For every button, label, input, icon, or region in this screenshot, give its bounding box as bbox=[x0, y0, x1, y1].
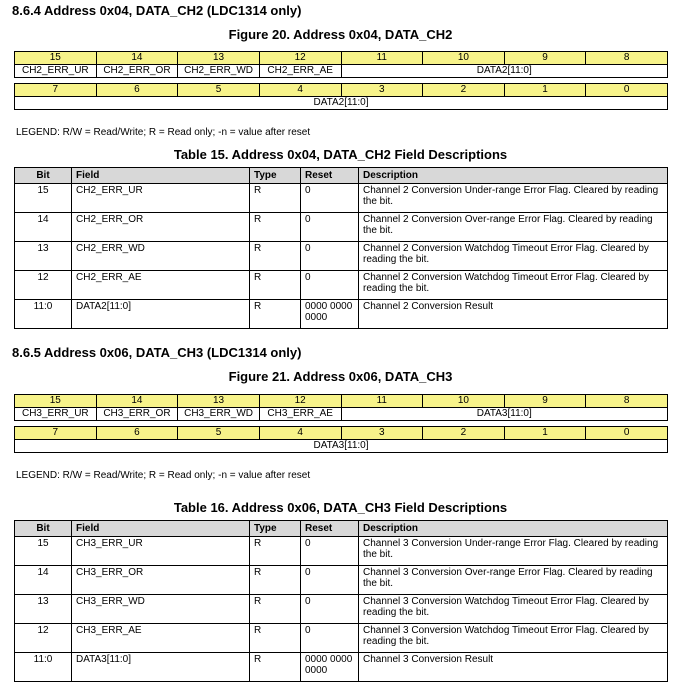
bit-number: 12 bbox=[259, 52, 341, 65]
legend: LEGEND: R/W = Read/Write; R = Read only; -n = value after reset bbox=[16, 127, 311, 138]
bit-number: 14 bbox=[96, 52, 178, 65]
column-header: Description bbox=[359, 521, 668, 537]
bit-cell: 13 bbox=[15, 242, 72, 271]
field-cell: CH3_ERR_WD bbox=[72, 595, 250, 624]
type-cell: R bbox=[250, 184, 301, 213]
bit-number: 7 bbox=[15, 427, 97, 440]
field-cell: CH2_ERR_WD bbox=[72, 242, 250, 271]
register-field: CH2_ERR_UR bbox=[15, 65, 97, 78]
table-row bbox=[15, 242, 668, 271]
reset-cell: 0 bbox=[301, 271, 359, 300]
bit-number: 9 bbox=[504, 395, 586, 408]
column-header: Reset bbox=[301, 168, 359, 184]
bit-number: 14 bbox=[96, 395, 178, 408]
bit-number: 3 bbox=[341, 84, 423, 97]
bit-number: 1 bbox=[504, 427, 586, 440]
register-field: CH3_ERR_OR bbox=[96, 408, 178, 421]
bit-cell: 14 bbox=[15, 213, 72, 242]
type-cell: R bbox=[250, 537, 301, 566]
description-cell: Channel 3 Conversion Under-range Error Flag. Cleared by reading the bit. bbox=[359, 537, 668, 566]
description-cell: Channel 2 Conversion Watchdog Timeout Error Flag. Cleared by reading the bit. bbox=[359, 242, 668, 271]
figure-title: Figure 20. Address 0x04, DATA_CH2 bbox=[228, 27, 453, 42]
bit-number: 13 bbox=[178, 395, 260, 408]
reset-cell: 0000 0000 0000 bbox=[301, 653, 359, 682]
column-header: Bit bbox=[15, 168, 72, 184]
bit-number: 15 bbox=[15, 52, 97, 65]
field-table bbox=[14, 520, 668, 682]
bit-number: 13 bbox=[178, 52, 260, 65]
reset-cell: 0 bbox=[301, 213, 359, 242]
register-field: CH3_ERR_UR bbox=[15, 408, 97, 421]
register-field: DATA2[11:0] bbox=[15, 97, 668, 110]
type-cell: R bbox=[250, 624, 301, 653]
type-cell: R bbox=[250, 566, 301, 595]
field-table bbox=[14, 167, 668, 329]
bit-number: 4 bbox=[259, 84, 341, 97]
bit-cell: 13 bbox=[15, 595, 72, 624]
section-heading: 8.6.5 Address 0x06, DATA_CH3 (LDC1314 only) bbox=[12, 345, 302, 360]
type-cell: R bbox=[250, 595, 301, 624]
register-map bbox=[14, 51, 668, 110]
column-header: Type bbox=[250, 168, 301, 184]
type-cell: R bbox=[250, 300, 301, 329]
bit-number: 12 bbox=[259, 395, 341, 408]
table-row bbox=[15, 595, 668, 624]
register-field: DATA2[11:0] bbox=[341, 65, 668, 78]
bit-cell: 12 bbox=[15, 271, 72, 300]
bit-number: 1 bbox=[504, 84, 586, 97]
description-cell: Channel 2 Conversion Watchdog Timeout Error Flag. Cleared by reading the bit. bbox=[359, 271, 668, 300]
column-header: Type bbox=[250, 521, 301, 537]
legend: LEGEND: R/W = Read/Write; R = Read only; -n = value after reset bbox=[16, 470, 311, 481]
bit-cell: 14 bbox=[15, 566, 72, 595]
reset-cell: 0 bbox=[301, 624, 359, 653]
description-cell: Channel 2 Conversion Over-range Error Flag. Cleared by reading the bit. bbox=[359, 213, 668, 242]
type-cell: R bbox=[250, 271, 301, 300]
register-map bbox=[14, 394, 668, 453]
description-cell: Channel 3 Conversion Result bbox=[359, 653, 668, 682]
bit-number: 11 bbox=[341, 395, 423, 408]
table-row bbox=[15, 271, 668, 300]
reset-cell: 0 bbox=[301, 566, 359, 595]
bit-cell: 15 bbox=[15, 537, 72, 566]
table-row bbox=[15, 566, 668, 595]
bit-number: 15 bbox=[15, 395, 97, 408]
table-row bbox=[15, 300, 668, 329]
bit-number: 7 bbox=[15, 84, 97, 97]
bit-number: 4 bbox=[259, 427, 341, 440]
register-field: CH3_ERR_AE bbox=[259, 408, 341, 421]
bit-number: 6 bbox=[96, 427, 178, 440]
field-cell: CH2_ERR_OR bbox=[72, 213, 250, 242]
field-cell: CH2_ERR_AE bbox=[72, 271, 250, 300]
bit-number: 5 bbox=[178, 84, 260, 97]
bit-number: 3 bbox=[341, 427, 423, 440]
type-cell: R bbox=[250, 653, 301, 682]
bit-number: 8 bbox=[586, 395, 668, 408]
reset-cell: 0000 0000 0000 bbox=[301, 300, 359, 329]
register-field: CH2_ERR_AE bbox=[259, 65, 341, 78]
bit-number: 11 bbox=[341, 52, 423, 65]
register-field: DATA3[11:0] bbox=[15, 440, 668, 453]
bit-number: 2 bbox=[423, 427, 505, 440]
table-row bbox=[15, 624, 668, 653]
table-row bbox=[15, 213, 668, 242]
description-cell: Channel 2 Conversion Result bbox=[359, 300, 668, 329]
field-cell: CH3_ERR_AE bbox=[72, 624, 250, 653]
column-header: Description bbox=[359, 168, 668, 184]
figure-title: Figure 21. Address 0x06, DATA_CH3 bbox=[228, 369, 453, 384]
type-cell: R bbox=[250, 213, 301, 242]
register-field: CH2_ERR_OR bbox=[96, 65, 178, 78]
reset-cell: 0 bbox=[301, 184, 359, 213]
reset-cell: 0 bbox=[301, 595, 359, 624]
column-header: Field bbox=[72, 521, 250, 537]
description-cell: Channel 3 Conversion Watchdog Timeout Error Flag. Cleared by reading the bit. bbox=[359, 595, 668, 624]
column-header: Field bbox=[72, 168, 250, 184]
field-cell: DATA3[11:0] bbox=[72, 653, 250, 682]
bit-number: 9 bbox=[504, 52, 586, 65]
bit-cell: 15 bbox=[15, 184, 72, 213]
bit-number: 6 bbox=[96, 84, 178, 97]
register-field: CH2_ERR_WD bbox=[178, 65, 260, 78]
bit-number: 10 bbox=[423, 52, 505, 65]
field-cell: CH3_ERR_OR bbox=[72, 566, 250, 595]
bit-number: 8 bbox=[586, 52, 668, 65]
register-field: CH3_ERR_WD bbox=[178, 408, 260, 421]
bit-cell: 12 bbox=[15, 624, 72, 653]
field-cell: CH3_ERR_UR bbox=[72, 537, 250, 566]
column-header: Reset bbox=[301, 521, 359, 537]
description-cell: Channel 3 Conversion Over-range Error Flag. Cleared by reading the bit. bbox=[359, 566, 668, 595]
table-title: Table 16. Address 0x06, DATA_CH3 Field Descriptions bbox=[173, 500, 508, 515]
description-cell: Channel 3 Conversion Watchdog Timeout Error Flag. Cleared by reading the bit. bbox=[359, 624, 668, 653]
description-cell: Channel 2 Conversion Under-range Error Flag. Cleared by reading the bit. bbox=[359, 184, 668, 213]
field-cell: CH2_ERR_UR bbox=[72, 184, 250, 213]
bit-number: 0 bbox=[586, 427, 668, 440]
bit-cell: 11:0 bbox=[15, 653, 72, 682]
table-row bbox=[15, 537, 668, 566]
bit-number: 5 bbox=[178, 427, 260, 440]
reset-cell: 0 bbox=[301, 242, 359, 271]
table-title: Table 15. Address 0x04, DATA_CH2 Field Descriptions bbox=[173, 147, 508, 162]
column-header: Bit bbox=[15, 521, 72, 537]
type-cell: R bbox=[250, 242, 301, 271]
bit-number: 2 bbox=[423, 84, 505, 97]
table-row bbox=[15, 184, 668, 213]
section-heading: 8.6.4 Address 0x04, DATA_CH2 (LDC1314 only) bbox=[12, 3, 302, 18]
register-field: DATA3[11:0] bbox=[341, 408, 668, 421]
bit-number: 0 bbox=[586, 84, 668, 97]
bit-cell: 11:0 bbox=[15, 300, 72, 329]
reset-cell: 0 bbox=[301, 537, 359, 566]
field-cell: DATA2[11:0] bbox=[72, 300, 250, 329]
table-row bbox=[15, 653, 668, 682]
bit-number: 10 bbox=[423, 395, 505, 408]
